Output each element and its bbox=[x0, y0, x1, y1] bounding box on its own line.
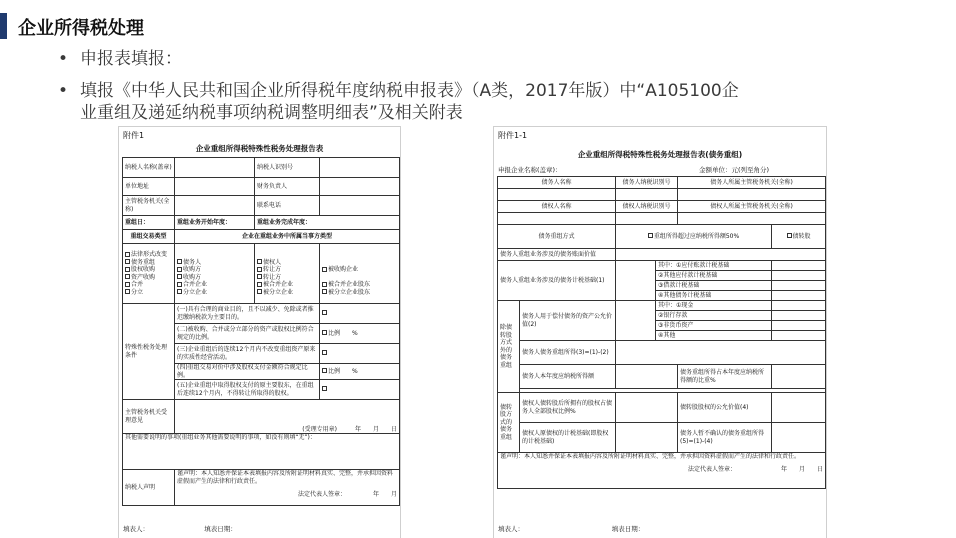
condition-text: (二)被收购、合并或分立部分的资产或股权比例符合规定的比例。 bbox=[175, 324, 320, 344]
cell-label: 债转股方式的债务重组 bbox=[498, 393, 520, 453]
cell-label: 债务人重组业务涉及的债务计税基础(1) bbox=[498, 261, 616, 301]
cell-header: 重组交易类型 bbox=[123, 230, 175, 244]
title-accent-bar bbox=[0, 13, 7, 39]
cell-label: 主管税务机关(全称) bbox=[123, 196, 175, 216]
cell-header: 企业在重组业务中所属当事方类型 bbox=[175, 230, 400, 244]
cell-label: 债转股股权的公允价值(4) bbox=[678, 393, 772, 423]
cell-header: 债权人纳税识别号 bbox=[616, 201, 678, 213]
form-title: 企业重组所得税特殊性税务处理报告表(债务重组) bbox=[577, 150, 743, 159]
bullet-item bbox=[58, 48, 458, 70]
role-col-2: 债权人 转让方 转让方 被合并企业 被分立企业 bbox=[255, 244, 320, 304]
filler-label: 填表人： 填表日期： bbox=[498, 525, 645, 533]
cell-label: 纳税人名称(盖章) bbox=[123, 158, 175, 178]
form-title: 企业重组所得税特殊性税务处理报告表 bbox=[195, 144, 324, 153]
cell-label: 重组业务开始年度： bbox=[175, 216, 255, 230]
cell-label: 主管税务机关受理意见 bbox=[123, 400, 175, 434]
bullet-text: 填报《中华人民共和国企业所得税年度纳税申报表》（A类，2017年版）中“A105100企 业重组及递延纳税事项纳税调整明细表”及相关附表 bbox=[80, 81, 739, 123]
role-col-3: 被收购企业 被合并企业股东 被分立企业股东 bbox=[320, 244, 400, 304]
cell-header: 债务人所属主管税务机关(全称) bbox=[678, 177, 826, 189]
role-col-1: 债务人 收购方 收购方 合并企业 分立企业 bbox=[175, 244, 255, 304]
attachment-label: 附件1-1 bbox=[498, 131, 528, 140]
cell-header: 债务人名称 bbox=[498, 177, 616, 189]
cell-label: 债务人用于偿付债务的资产公允价值(2) bbox=[520, 301, 616, 341]
cell-label: 债务人本年度应纳税所得额 bbox=[520, 365, 616, 389]
cell-label: 单位地址 bbox=[123, 178, 175, 196]
cell-header: 债务人纳税识别号 bbox=[616, 177, 678, 189]
form-image-special-tax-report bbox=[118, 126, 401, 538]
condition-text: (五)企业重组中取得股权支付的原主要股东，在重组后连续12个月内，不得转让所取得的股权。 bbox=[175, 380, 320, 400]
header-left: 申报企业名称(盖章)： bbox=[498, 166, 562, 174]
form-image-debt-restructuring-report bbox=[493, 126, 827, 538]
bullet-text: 申报表填报： bbox=[80, 49, 182, 69]
cell-label: 债权人原债权的计税基础(即股权的计税基础) bbox=[520, 423, 616, 453]
other-notes: 其他需要说明的事项(重组业务其他需要说明的事项，如没有则填“无”)： bbox=[123, 434, 400, 470]
cell-label: 重组业务完成年度： bbox=[255, 216, 400, 230]
cell-label: 债务重组方式 bbox=[498, 225, 616, 249]
cell-label: 联系电话 bbox=[255, 196, 320, 216]
cell-label: 特殊性税务处理条件 bbox=[123, 304, 175, 400]
declaration-text: 谨声明：本人知悉并保证本表填报内容及所附证明材料真实、完整，并承担因资料虚假而产生的法律和行政责任。 bbox=[500, 453, 801, 460]
form-table: 债务人名称 债务人纳税识别号 债务人所属主管税务机关(全称) 债权人名称 债权人纳税识别号 债权人所属主管税务机关(全称) 债务重组方式 重组所得超过应纳税所得额50% 债转股 债务人重组业务涉及的债务账面价值 债务人重组业务涉及的债务计税基础(1) 其中：①应付账款计税基础 ②其他应付款计税基础 ③借款计税基础 ④其他债务计税基础 除债转股方式外的债务重组 债务人用于偿付债务的资产公允价值(2) 其中：①现金 ②银行存款 ③非货币资产 ④其他 债务人债务重组所得(3)=(1)-(2) 债务人本年度应纳税所得额 债务重组所得占本年度应纳税所得额的比重% 债转股方式的债务重组 债权人债转股后所拥有的股权占债务人全部股权比例% 债转股股权的公允价值(4) 债权人原债权的计税基础(即股权的计税基础) 债务人暂不确认的债务重组所得(5)=(1)-(4) 谨声明：本人知悉并保证本表填报内容及所附证明材料真实、完整，并承担因资料虚假而产生的法律和行政责任。 法定代表人签章： 年 月 日 bbox=[497, 176, 826, 489]
cell-label: 债权人债转股后所拥有的股权占债务人全部股权比例% bbox=[520, 393, 616, 423]
cell-label: 纳税人声明 bbox=[123, 470, 175, 506]
bullet-item bbox=[58, 80, 898, 126]
cell-header: 债权人名称 bbox=[498, 201, 616, 213]
cell-header: 债权人所属主管税务机关(全称) bbox=[678, 201, 826, 213]
form-table: 纳税人名称(盖章) 纳税人识别号 单位地址 财务负责人 主管税务机关(全称) 联系电话 重组日： 重组业务开始年度： 重组业务完成年度： 重组交易类型 企业在重组业务中所属当事方类型 法律形式改变 债务重组 股权收购 资产收购 合并 分立 债务人 收购方 收购方 合并企业 分立企业 债权人 转让方 转让方 被合并企业 被分立企业 被收购企业 被合并企业股东 被分立企业股东 特殊性税务处理条件 (一)具有合理的商业目的，且不以减少、免除或者推迟缴纳税款为主要目的。 (二)被收购、合并或分立部分的资产或股权比例符合规定的比例。 比例 % (三)企业重组后的连续12个月内不改变重组资产原来的实质性经营活动。 (四)重组交易对价中涉及股权支付金额符合规定比例。 比例 % (五)企业重组中取得股权支付的原主要股东，在重组后连续12个月内，不得转让所取得的股权。 主管税务机关受理意见 (受理专用章) 年 月 日 其他需要说明的事项(重组业务其他需要说明的事项，如没有则填“无”)： 纳税人声明 谨声明：本人知悉并保证本表填报内容及所附证明材料真实、完整，并承担因资料虚假而产生的法律和行政责任。 法定代表人签章： 年 月 bbox=[122, 157, 400, 506]
cell-label: 债务重组所得占本年度应纳税所得额的比重% bbox=[678, 365, 772, 389]
attachment-label: 附件1 bbox=[123, 131, 145, 140]
cell-label: 除债转股方式外的债务重组 bbox=[498, 301, 520, 393]
filler-label: 填表人： 填表日期： bbox=[123, 525, 237, 533]
bullet-dot-icon: • bbox=[58, 49, 69, 69]
cell-label: 债务人暂不确认的债务重组所得(5)=(1)-(4) bbox=[678, 423, 772, 453]
cell-label: 重组日： bbox=[123, 216, 175, 230]
cell-label: 财务负责人 bbox=[255, 178, 320, 196]
cell-label: 纳税人识别号 bbox=[255, 158, 320, 178]
header-right: 金额单位：元(列至角分) bbox=[699, 166, 770, 174]
condition-text: (四)重组交易对价中涉及股权支付金额符合规定比例。 bbox=[175, 364, 320, 380]
cell-label: 债务人重组业务涉及的债务账面价值 bbox=[498, 249, 616, 261]
bullet-dot-icon: • bbox=[58, 81, 69, 101]
slide-title: 企业所得税处理 bbox=[18, 18, 144, 39]
cell-label: 债务人债务重组所得(3)=(1)-(2) bbox=[520, 341, 616, 365]
type-list: 法律形式改变 债务重组 股权收购 资产收购 合并 分立 bbox=[123, 244, 175, 304]
condition-text: (三)企业重组后的连续12个月内不改变重组资产原来的实质性经营活动。 bbox=[175, 344, 320, 364]
condition-text: (一)具有合理的商业目的，且不以减少、免除或者推迟缴纳税款为主要目的。 bbox=[175, 304, 320, 324]
